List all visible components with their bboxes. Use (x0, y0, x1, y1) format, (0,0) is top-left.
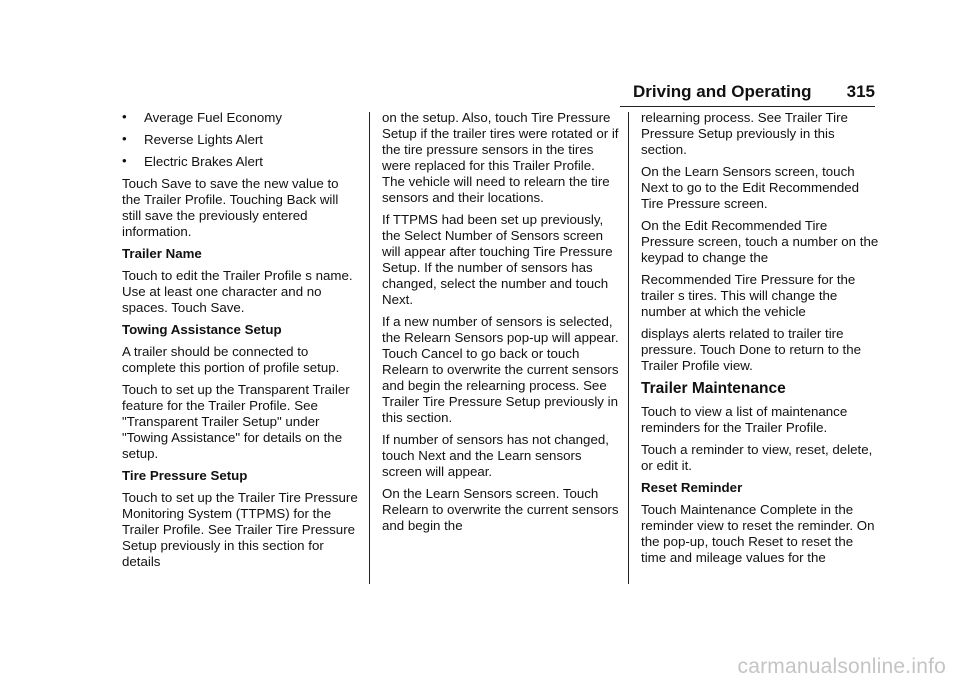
page-number: 315 (846, 82, 875, 101)
paragraph: Touch to set up the Trailer Tire Pressure Monitoring System (TTPMS) for the Trailer Profile. See Trailer Tire Pressure Setup previously in this section for details (122, 490, 358, 569)
paragraph: A trailer should be connected to complete this portion of profile setup. (122, 344, 340, 375)
section-title: Driving and Operating (633, 82, 812, 101)
paragraph: Recommended Tire Pressure for the trailer s tires. This will change the number at which the vehicle (641, 272, 856, 319)
paragraph: On the Learn Sensors screen. Touch Relearn to overwrite the current sensors and begin the (382, 486, 619, 533)
paragraph: Touch Save to save the new value to the Trailer Profile. Touching Back will still save the previously entered information. (122, 176, 339, 239)
paragraph: If number of sensors has not changed, touch Next and the Learn sensors screen will appear. (382, 432, 609, 479)
paragraph: Touch to edit the Trailer Profile s name. Use at least one character and no spaces. Touch Save. (122, 268, 353, 315)
paragraph: on the setup. Also, touch Tire Pressure Setup if the trailer tires were rotated or if the tire pressure sensors in the tires were replaced for this Trailer Profile. The vehicle will need to relearn the tire sensors and their locations. (382, 110, 619, 205)
paragraph: On the Edit Recommended Tire Pressure screen, touch a number on the keypad to change the (641, 218, 879, 265)
paragraph: If a new number of sensors is selected, the Relearn Sensors pop-up will appear. Touch Cancel to go back or touch Relearn to overwrite the current sensors and begin the relearning process. See Trailer Tire Pressure Setup previously in this section. (382, 314, 619, 425)
column-3 (641, 110, 879, 572)
paragraph: If TTPMS had been set up previously, the Select Number of Sensors screen will appear after touching Tire Pressure Setup. If the number of sensors has changed, select the number and touch Next. (382, 212, 613, 307)
subheading-towing-assistance-setup: Towing Assistance Setup (122, 322, 282, 337)
paragraph: Touch a reminder to view, reset, delete, or edit it. (641, 442, 873, 473)
paragraph: Touch Maintenance Complete in the reminder view to reset the reminder. On the pop-up, touch Reset to reset the time and mileage values for the (641, 502, 875, 565)
page-header (620, 82, 875, 104)
watermark: carmanualsonline.info (737, 655, 946, 678)
column-1 (122, 110, 360, 576)
heading-trailer-maintenance: Trailer Maintenance (641, 380, 786, 397)
bullet-icon: • (122, 153, 127, 168)
paragraph: displays alerts related to trailer tire pressure. Touch Done to return to the Trailer Profile view. (641, 326, 862, 373)
bullet-icon: • (122, 131, 127, 146)
list-item: • Reverse Lights Alert (122, 131, 263, 147)
bullet-icon: • (122, 109, 127, 124)
paragraph: Touch to view a list of maintenance reminders for the Trailer Profile. (641, 404, 848, 435)
column-divider (369, 112, 370, 584)
subheading-tire-pressure-setup: Tire Pressure Setup (122, 468, 248, 483)
list-item: • Electric Brakes Alert (122, 153, 263, 169)
list-item: • Average Fuel Economy (122, 109, 282, 125)
column-2 (382, 110, 620, 540)
paragraph: Touch to set up the Transparent Trailer feature for the Trailer Profile. See "Transparent Trailer Setup" under "Towing Assistance" for details on the setup. (122, 382, 350, 461)
paragraph: relearning process. See Trailer Tire Pressure Setup previously in this section. (641, 110, 848, 157)
column-divider (628, 112, 629, 584)
subheading-trailer-name: Trailer Name (122, 246, 202, 261)
header-rule (620, 106, 875, 107)
subheading-reset-reminder: Reset Reminder (641, 480, 743, 495)
paragraph: On the Learn Sensors screen, touch Next to go to the Edit Recommended Tire Pressure screen. (641, 164, 860, 211)
